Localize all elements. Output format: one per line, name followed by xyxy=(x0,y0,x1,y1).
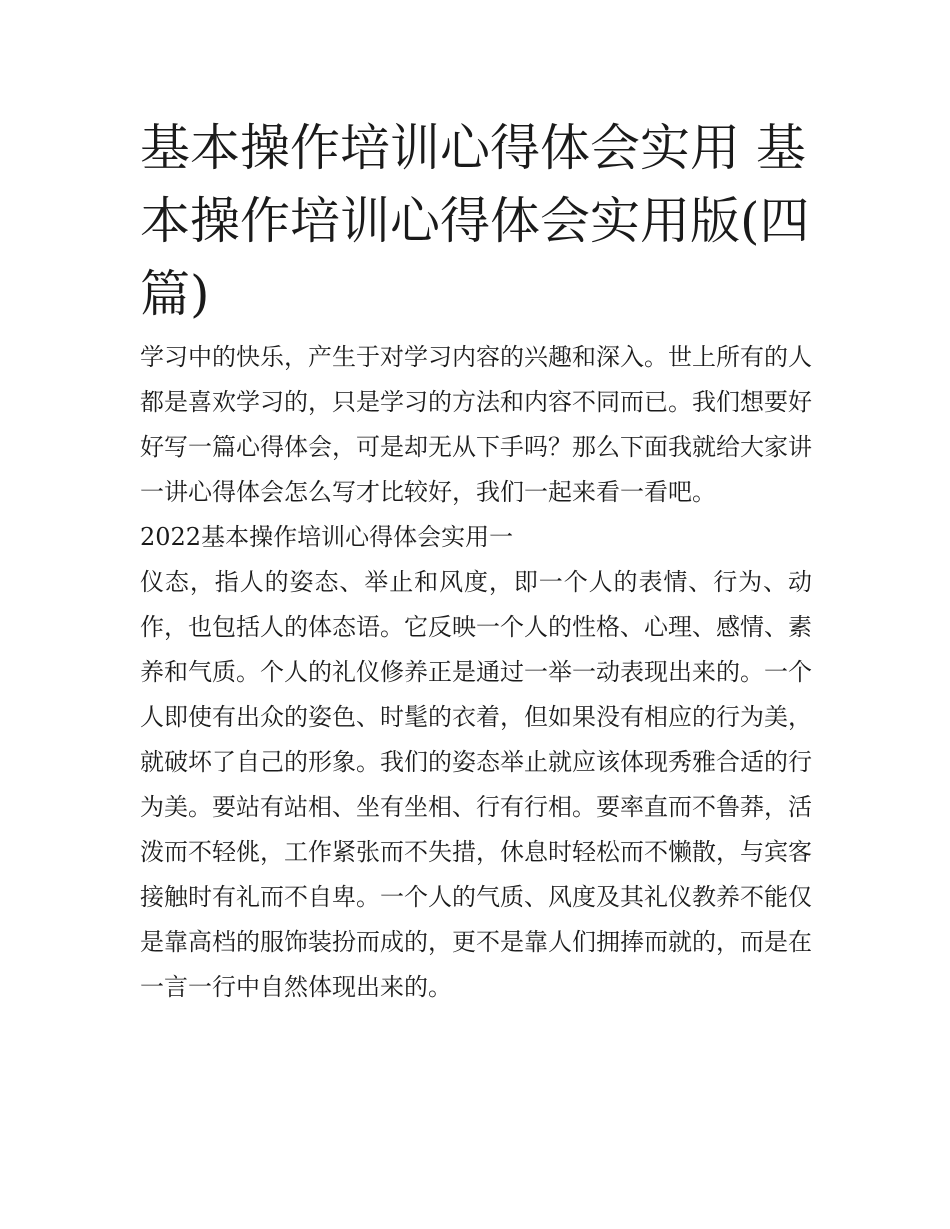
section-heading: 2022基本操作培训心得体会实用一 xyxy=(140,523,514,551)
intro-paragraph: 学习中的快乐，产生于对学习内容的兴趣和深入。世上所有的人都是喜欢学习的，只是学习的方法和内容不同而已。我们想要好好写一篇心得体会，可是却无从下手吗？那么下面我就给大家讲一讲心得体会怎么写才比较好，我们一起来看一看吧。 xyxy=(140,343,812,506)
section-body-paragraph: 仪态，指人的姿态、举止和风度，即一个人的表情、行为、动作，也包括人的体态语。它反映一个人的性格、心理、感情、素养和气质。个人的礼仪修养正是通过一举一动表现出来的。一个人即使有出众的姿色、时髦的衣着，但如果没有相应的行为美，就破坏了自己的形象。我们的姿态举止就应该体现秀雅合适的行为美。要站有站相、坐有坐相、行有行相。要率直而不鲁莽，活泼而不轻佻，工作紧张而不失措，休息时轻松而不懒散，与宾客接触时有礼而不自卑。一个人的气质、风度及其礼仪教养不能仅是靠高档的服饰装扮而成的，更不是靠人们拥捧而就的，而是在一言一行中自然体现出来的。 xyxy=(140,568,812,1001)
document-page xyxy=(140,112,812,1010)
document-title: 基本操作培训心得体会实用 基本操作培训心得体会实用版(四篇) xyxy=(140,119,810,323)
